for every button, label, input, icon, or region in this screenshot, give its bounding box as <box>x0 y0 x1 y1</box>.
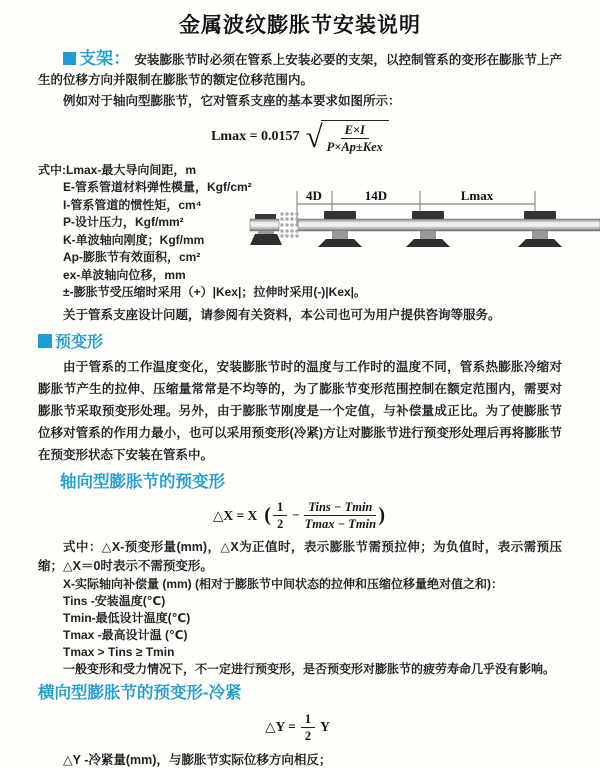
parameter-item: Tmax -最高设计温 (℃) <box>63 627 188 642</box>
parameter-item: Tmax > Tins ≥ Tmin <box>63 644 175 659</box>
definition-item: ex-单波轴向位移，mm <box>63 267 186 282</box>
formula-rhs: Y <box>320 719 330 735</box>
dim-label-14d: 14D <box>364 187 388 203</box>
definition-item: I-管系管道的惯性矩，cm⁴ <box>63 197 202 212</box>
lateral-explain-text: △Y -冷紧量(mm)，与膨胀节实际位移方向相反； <box>63 753 332 768</box>
definition-item: E-管系管道材料弹性模量，Kgf/cm² <box>63 180 252 195</box>
parameter-item: X-实际轴向补偿量 (mm) (相对于膨胀节中间状态的拉伸和压缩位移量绝对值之和)： <box>63 576 503 591</box>
fraction-numerator: Tins − Tmin <box>304 500 376 516</box>
parameter-item: 一般变形和受力情况下，不一定进行预变形，是否预变形对膨胀节的疲劳寿命几乎没有影响。 <box>63 661 556 676</box>
support-intro-text: 安装膨胀节时必须在管系上安装必要的支架，以控制管系的变形在膨胀节上产生的位移方向并限制在膨胀节的额定位移范围内。 <box>38 53 562 87</box>
sqrt-body <box>321 120 389 155</box>
lateral-predeform-heading: 横向型膨胀节的预变形-冷紧 <box>38 683 242 702</box>
axial-explain-text: 式中：△X-预变形量(mm)，△X为正值时，表示膨胀节需预拉伸；为负值时，表示需预压缩；△X＝0时表示不需预变形。 <box>38 539 562 573</box>
definition-item: 式中:Lmax-最大导向间距，m <box>38 162 197 177</box>
formula-fraction <box>327 123 383 155</box>
predeform-body-text: 由于管系的工作温度变化，安装膨胀节时的温度与工作时的温度不同，管系热膨胀冷缩对膨胀节产生的拉伸、压缩量常常是不均等的，为了膨胀节变形范围控制在额定范围内，需要对膨胀节采取预变形处理。另外，由于膨胀节刚度是一个定值，与补偿量成正比。为了使膨胀节位移对管系的作用力最小，也可以采用预变形(冷紧)方让对膨胀节进行预变形处理后再将膨胀节在预变形状态下安装在管系中。 <box>38 359 562 462</box>
definition-item: K-单波轴向刚度；Kgf/mm <box>63 232 205 247</box>
axial-parameters-list <box>38 576 562 678</box>
pipe <box>298 219 600 231</box>
definition-item: Ap-膨胀节有效面积，cm² <box>63 250 201 265</box>
fraction-numerator: E×I <box>341 123 369 139</box>
lmax-formula <box>38 120 562 155</box>
formula-lhs: △X = X <box>212 507 258 523</box>
pipe-support-diagram <box>248 186 600 282</box>
blue-square-icon <box>63 52 76 65</box>
support-intro-paragraph <box>38 49 562 90</box>
fraction-numerator: 1 <box>273 500 287 516</box>
dim-label-4d: 4D <box>306 187 322 203</box>
axial-predeform-heading: 轴向型膨胀节的预变形 <box>60 472 225 491</box>
support-label-text: 支架： <box>79 49 131 68</box>
parameter-item: Tins -安装温度(℃) <box>63 593 166 608</box>
open-paren: ( <box>264 504 271 527</box>
fraction-denominator: P×Ap±Kex <box>326 140 383 155</box>
temperature-fraction <box>304 500 376 532</box>
fraction-numerator: 1 <box>301 712 315 728</box>
formula-lhs: △Y = <box>265 719 296 735</box>
half-fraction <box>301 712 315 744</box>
half-fraction <box>273 500 287 532</box>
delta-y-formula <box>38 712 562 744</box>
minus-sign: − <box>292 508 300 523</box>
definition-item: ±-膨胀节受压缩时采用（+）|Kex|；拉伸时采用(-)|Kex|。 <box>63 285 367 300</box>
sqrt-sign: √ <box>305 119 323 155</box>
dim-label-lmax: Lmax <box>460 187 494 203</box>
support-example-text: 例如对于轴向型膨胀节，它对管系支座的基本要求如图所示： <box>63 94 401 108</box>
close-paren: ) <box>378 504 386 527</box>
fraction-denominator: 2 <box>276 517 284 532</box>
predeform-heading-text: 预变形 <box>55 333 104 351</box>
bellows-icon <box>280 212 298 237</box>
definitions-section <box>38 162 562 324</box>
parameter-item: Tmin-最低设计温度(℃) <box>63 610 191 625</box>
blue-square-icon <box>38 334 52 348</box>
support-note-text: 关于管系支座设计问题，请参阅有关资料，本公司也可为用户提供咨询等服务。 <box>63 307 501 322</box>
page-title: 金属波纹膨胀节安装说明 <box>179 14 421 37</box>
pipe-stub <box>250 219 279 231</box>
predeform-heading <box>38 333 562 353</box>
delta-x-formula <box>38 500 562 532</box>
support-section-label <box>63 49 130 68</box>
definition-item: P-设计压力，Kgf/mm² <box>63 215 184 230</box>
fraction-denominator: Tmax − Tmin <box>304 517 377 532</box>
fraction-denominator: 2 <box>304 728 312 743</box>
formula-lhs: Lmax = 0.0157 <box>211 129 300 145</box>
